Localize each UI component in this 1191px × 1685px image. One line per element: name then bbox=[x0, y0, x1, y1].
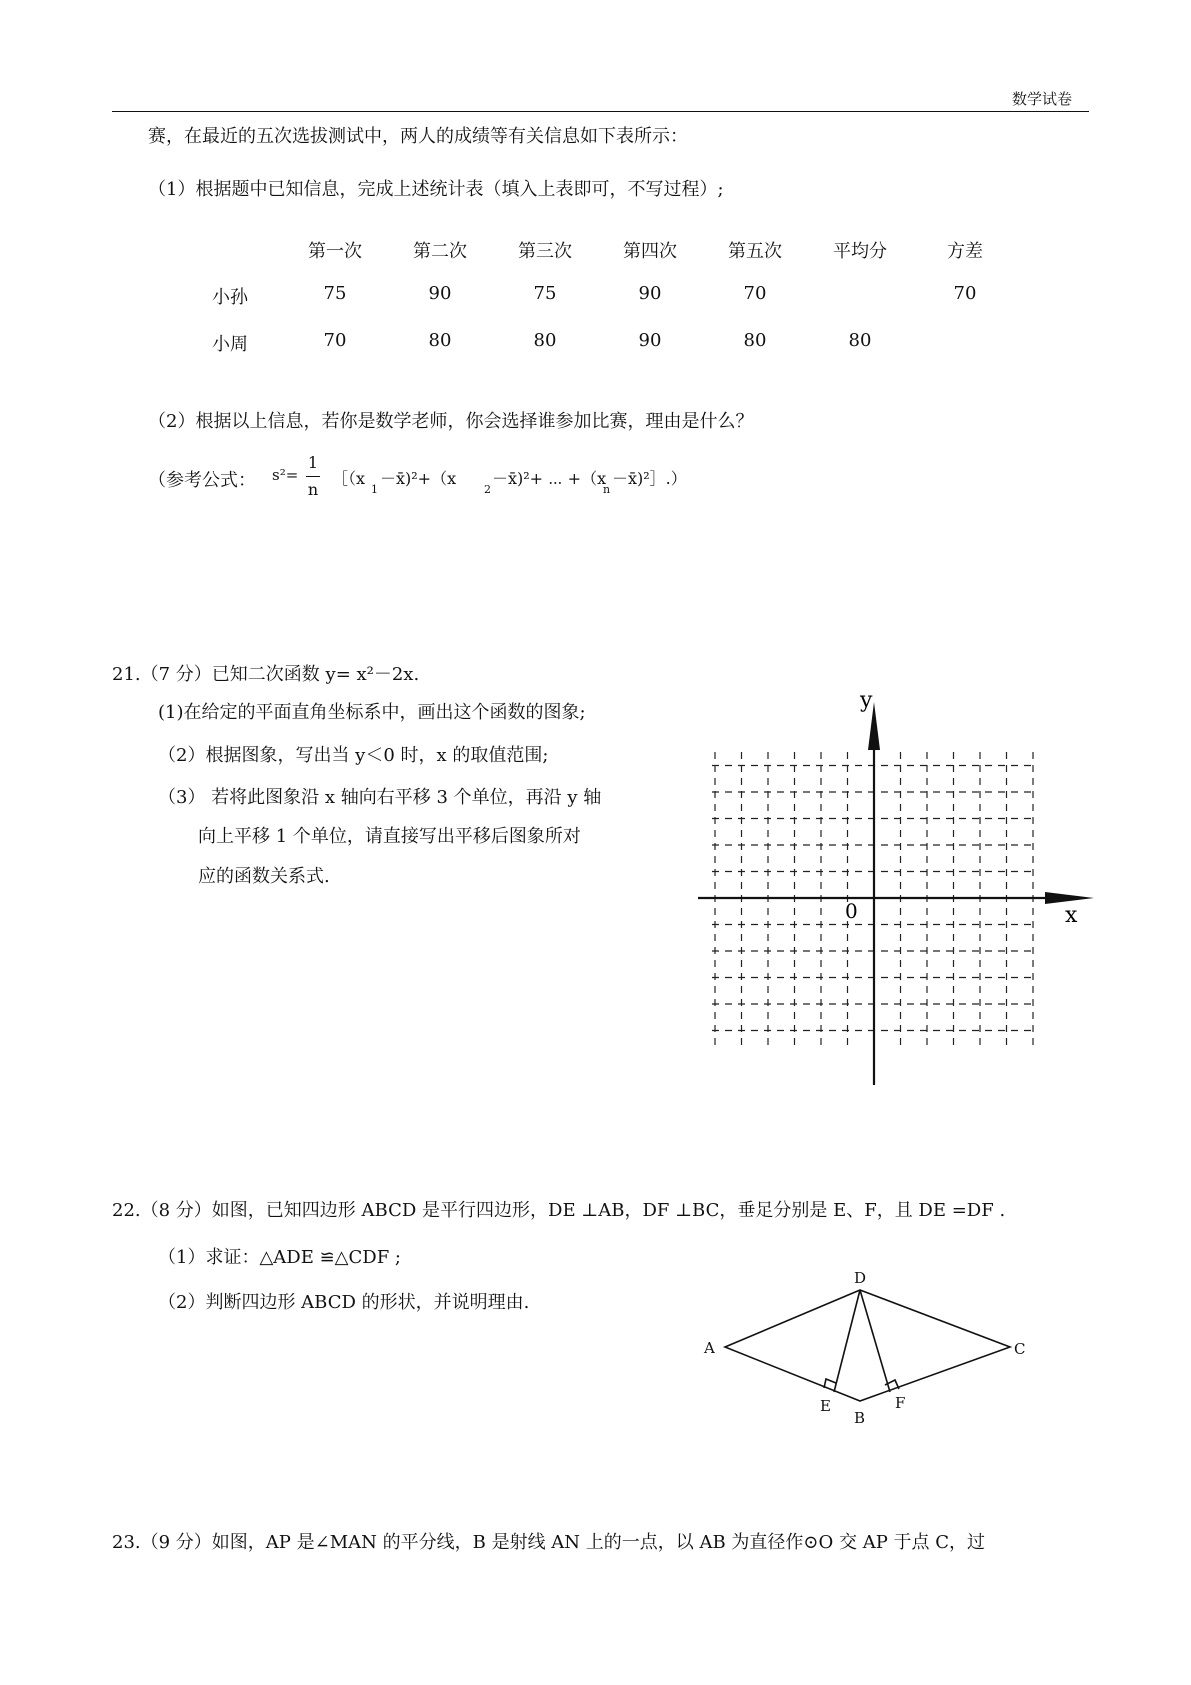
table-cell: 80 bbox=[533, 330, 557, 351]
segment-de bbox=[834, 1290, 860, 1392]
vertex-a-label: A bbox=[704, 1339, 715, 1357]
table-cell: 75 bbox=[323, 283, 347, 304]
table-header-cell: 第二次 bbox=[413, 241, 467, 262]
table-cell: 90 bbox=[638, 283, 662, 304]
table-header-cell: 第四次 bbox=[623, 241, 677, 262]
formula-term-b: －x̄)²+（x bbox=[380, 469, 457, 488]
table-row-name: 小周 bbox=[212, 334, 248, 355]
q21-part3-line3: 应的函数关系式. bbox=[198, 866, 330, 887]
q20-part1: （1）根据题中已知信息，完成上述统计表（填入上表即可，不写过程）; bbox=[148, 179, 724, 200]
q20-intro: 赛，在最近的五次选拔测试中，两人的成绩等有关信息如下表所示： bbox=[148, 126, 688, 147]
table-cell: 75 bbox=[533, 283, 557, 304]
q23-title: 23.（9 分）如图，AP 是∠MAN 的平分线，B 是射线 AN 上的一点，以 AB 为直径作⊙O 交 AP 于点 C，过 bbox=[112, 1532, 986, 1553]
table-header-cell: 第五次 bbox=[728, 241, 782, 262]
table-cell: 90 bbox=[638, 330, 662, 351]
table-cell: 90 bbox=[428, 283, 452, 304]
q22-part1: （1）求证：△ADE ≌△CDF ; bbox=[158, 1247, 401, 1268]
segment-df bbox=[860, 1290, 890, 1392]
formula-term-c: －x̄)²+ ⋯ +（x bbox=[492, 469, 607, 488]
formula-sub-n: n bbox=[603, 483, 611, 496]
formula-fraction-bar bbox=[306, 476, 320, 477]
table-cell: 70 bbox=[323, 330, 347, 351]
table-cell: 70 bbox=[953, 283, 977, 304]
origin-label: 0 bbox=[845, 899, 858, 923]
q21-part2: （2）根据图象，写出当 y＜0 时，x 的取值范围; bbox=[158, 745, 549, 766]
q21-part1: (1)在给定的平面直角坐标系中，画出这个函数的图象; bbox=[158, 702, 586, 723]
formula-term-a: ［（x bbox=[332, 469, 366, 488]
vertex-c-label: C bbox=[1014, 1340, 1026, 1358]
table-cell: 70 bbox=[743, 283, 767, 304]
q21-part3-line2: 向上平移 1 个单位，请直接写出平移后图象所对 bbox=[198, 826, 581, 847]
table-cell: 80 bbox=[428, 330, 452, 351]
x-axis-label: x bbox=[1065, 903, 1078, 928]
table-row-name: 小孙 bbox=[212, 287, 248, 308]
table-cell: 80 bbox=[848, 330, 872, 351]
point-e-label: E bbox=[820, 1397, 831, 1415]
formula-term-d: －x̄)²］.） bbox=[612, 469, 687, 488]
q22-part2: （2）判断四边形 ABCD 的形状，并说明理由. bbox=[158, 1292, 530, 1313]
rhombus-figure bbox=[690, 1265, 1040, 1430]
table-header-cell: 第一次 bbox=[308, 241, 362, 262]
table-cell: 80 bbox=[743, 330, 767, 351]
page-header-title: 数学试卷 bbox=[1012, 90, 1073, 108]
q21-title: 21.（7 分）已知二次函数 y= x²－2x. bbox=[112, 664, 420, 685]
q21-part3-line1: （3） 若将此图象沿 x 轴向右平移 3 个单位，再沿 y 轴 bbox=[158, 787, 602, 808]
formula-prefix: （参考公式： bbox=[148, 470, 256, 491]
formula-fraction-num: 1 bbox=[307, 453, 319, 472]
vertex-d-label: D bbox=[854, 1269, 867, 1287]
formula-sub-1: 1 bbox=[371, 483, 378, 496]
coordinate-grid bbox=[690, 690, 1100, 1090]
point-f-label: F bbox=[895, 1394, 906, 1412]
table-header-cell: 第三次 bbox=[518, 241, 572, 262]
table-header-cell: 平均分 bbox=[833, 241, 887, 262]
formula-fraction-den: n bbox=[307, 480, 319, 499]
header-rule bbox=[112, 111, 1089, 112]
formula-s2: s²= bbox=[272, 466, 299, 484]
vertex-b-label: B bbox=[854, 1409, 866, 1427]
q20-part2: （2）根据以上信息，若你是数学老师，你会选择谁参加比赛，理由是什么？ bbox=[148, 411, 754, 432]
table-header-cell: 方差 bbox=[947, 241, 983, 262]
formula-sub-2: 2 bbox=[484, 483, 491, 496]
parallelogram-abcd bbox=[725, 1290, 1010, 1401]
q22-title: 22.（8 分）如图，已知四边形 ABCD 是平行四边形，DE ⊥AB，DF ⊥BC，垂足分别是 E、F，且 DE =DF . bbox=[112, 1200, 1006, 1221]
y-axis-label: y bbox=[860, 690, 873, 713]
